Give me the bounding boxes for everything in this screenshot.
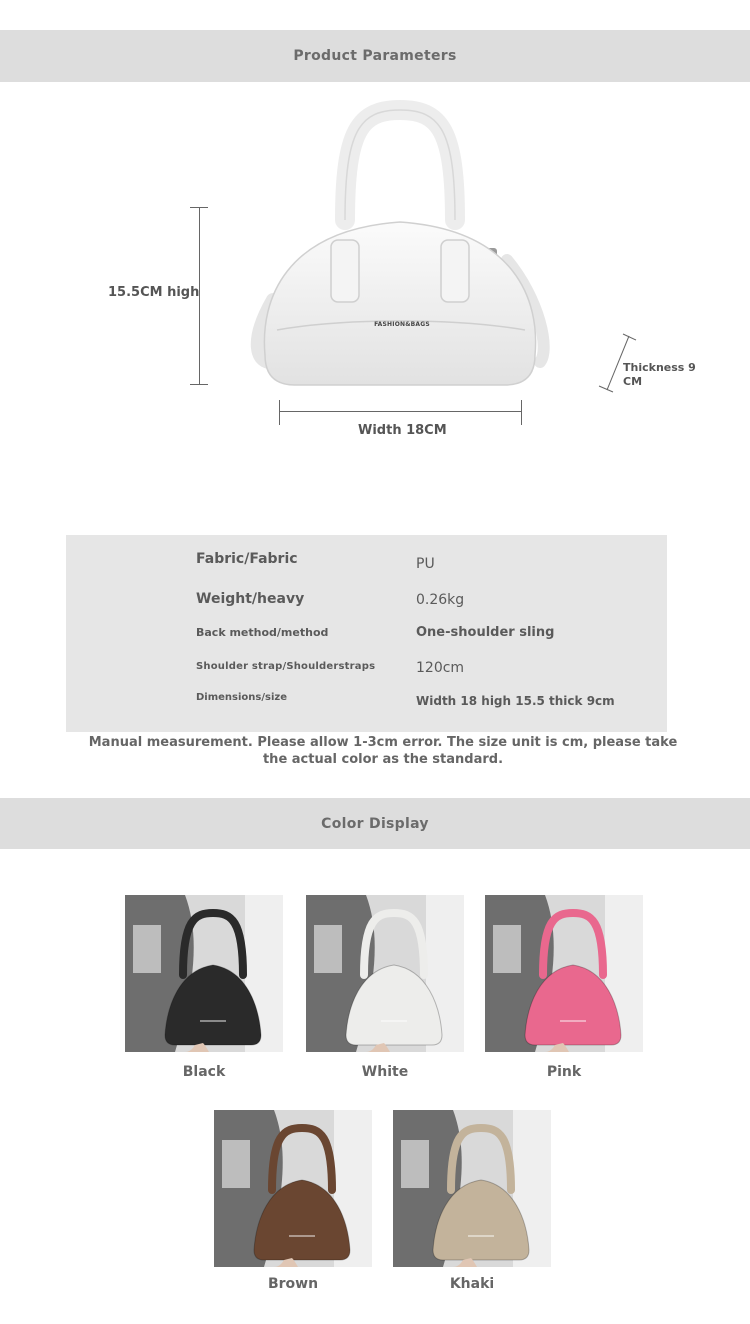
bag-image — [393, 1110, 551, 1267]
bag-image — [214, 1110, 372, 1267]
color-display-banner — [0, 798, 750, 849]
param-label-fabric: Fabric/Fabric — [196, 551, 298, 567]
color-label-pink: Pink — [546, 1064, 582, 1080]
height-tick-bottom — [190, 384, 208, 385]
width-line — [279, 411, 522, 412]
section-title: Product Parameters — [293, 48, 457, 64]
param-value-dimensions: Width 18 high 15.5 thick 9cm — [416, 694, 615, 708]
thickness-label: Thickness 9 CM — [623, 361, 696, 388]
color-swatch-black[interactable] — [125, 895, 283, 1052]
bag-image — [485, 895, 643, 1052]
color-label-brown: Brown — [267, 1276, 319, 1292]
width-label: Width 18CM — [358, 423, 447, 438]
param-value-fabric: PU — [416, 556, 435, 572]
param-label-back-method: Back method/method — [196, 626, 329, 639]
color-swatch-pink[interactable] — [485, 895, 643, 1052]
color-label-black: Black — [182, 1064, 226, 1080]
param-label-shoulder-strap: Shoulder strap/Shoulderstraps — [196, 661, 376, 672]
bag-image — [306, 895, 464, 1052]
width-tick-left — [279, 400, 280, 425]
width-tick-right — [521, 400, 522, 425]
param-label-weight: Weight/heavy — [196, 591, 305, 607]
param-value-back-method: One-shoulder sling — [416, 625, 555, 640]
product-parameters-banner — [0, 30, 750, 82]
section-title: Color Display — [321, 815, 429, 832]
param-value-weight: 0.26kg — [416, 592, 465, 608]
measurement-note: Manual measurement. Please allow 1-3cm error. The size unit is cm, please take the actual color as the standard. — [88, 735, 678, 767]
color-label-khaki: Khaki — [449, 1276, 495, 1292]
product-image-white-bag — [245, 100, 555, 390]
height-tick-top — [190, 207, 208, 208]
bag-logo: FASHION&BAGS — [374, 321, 430, 328]
height-label: 15.5CM high — [108, 285, 200, 300]
parameter-table — [66, 535, 667, 732]
color-swatch-khaki[interactable] — [393, 1110, 551, 1267]
color-label-white: White — [361, 1064, 409, 1080]
bag-image — [125, 895, 283, 1052]
color-swatch-brown[interactable] — [214, 1110, 372, 1267]
color-swatch-white[interactable] — [306, 895, 464, 1052]
param-value-shoulder-strap: 120cm — [416, 660, 465, 676]
param-label-dimensions: Dimensions/size — [196, 692, 288, 703]
